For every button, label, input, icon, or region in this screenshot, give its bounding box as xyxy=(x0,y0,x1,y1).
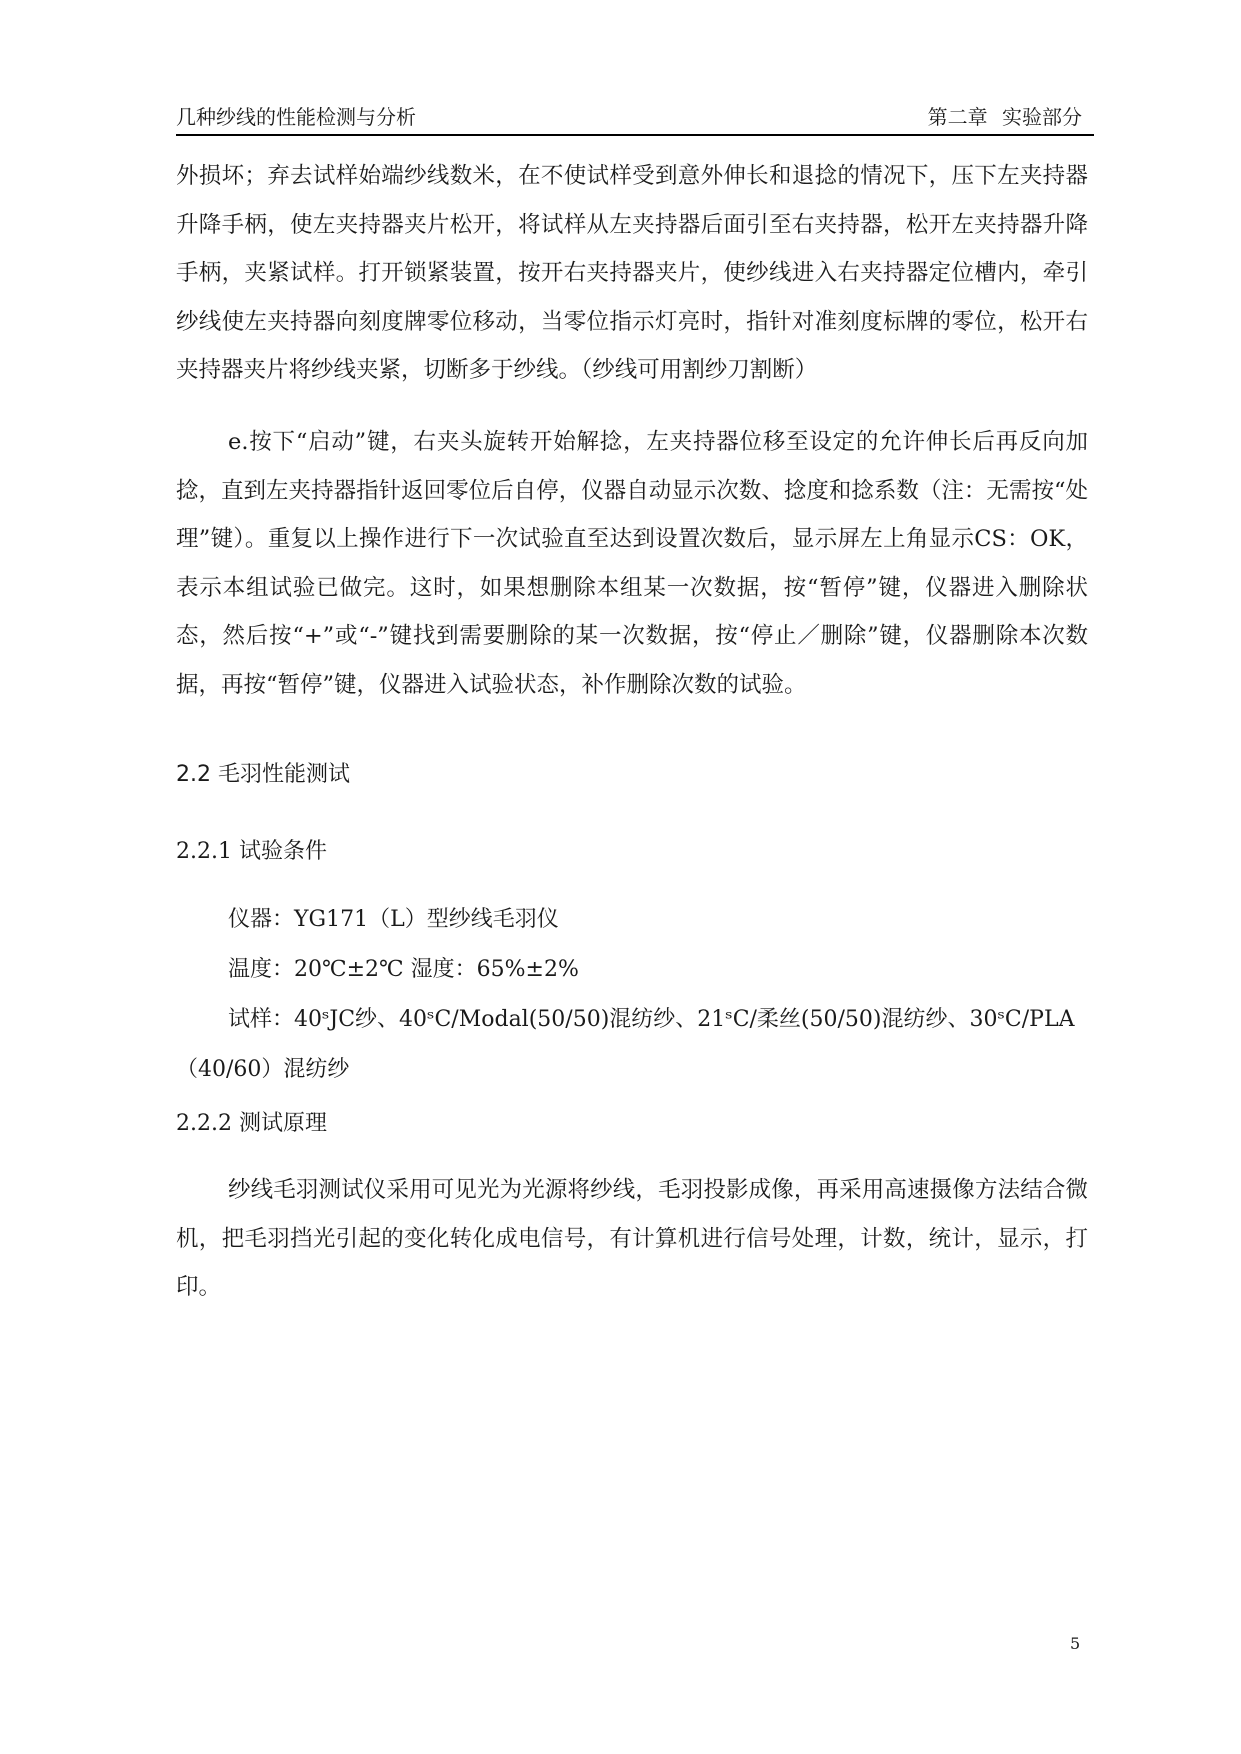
running-header xyxy=(176,104,1094,136)
paragraph-start-test: e.按下“启动”键，右夹头旋转开始解捻，左夹持器位移至设定的允许伸长后再反向加捻，直到左夹持器指针返回零位后自停，仪器自动显示次数、捻度和捻系数（注：无需按“处理”键）。重复以上操作进行下一次试验直至达到设置次数后，显示屏左上角显示CS：OK，表示本组试验已做完。这时，如果想删除本组某一次数据，按“暂停”键，仪器进入删除状态，然后按“+”或“-”键找到需要删除的某一次数据，按“停止／删除”键，仪器删除本次数据，再按“暂停”键，仪器进入试验状态，补作删除次数的试验。 xyxy=(176,429,1088,698)
subsection-heading-2-2-2: 2.2.2 测试原理 xyxy=(176,1111,327,1136)
section-heading-2-2: 2.2 毛羽性能测试 xyxy=(176,762,350,787)
paragraph-clamp-procedure: 外损坏；弃去试样始端纱线数米，在不使试样受到意外伸长和退捻的情况下，压下左夹持器升降手柄，使左夹持器夹片松开，将试样从左夹持器后面引至右夹持器，松开左夹持器升降手柄，夹紧试样。打开锁紧装置，按开右夹持器夹片，使纱线进入右夹持器定位槽内，牵引纱线使左夹持器向刻度牌零位移动，当零位指示灯亮时，指针对准刻度标牌的零位，松开右夹持器夹片将纱线夹紧，切断多于纱线。（纱线可用割纱刀割断） xyxy=(176,163,1088,383)
test-conditions-block xyxy=(176,895,1088,1095)
paragraph-test-principle: 纱线毛羽测试仪采用可见光为光源将纱线，毛羽投影成像，再采用高速摄像方法结合微机，把毛羽挡光引起的变化转化成电信号，有计算机进行信号处理，计数，统计，显示，打印。 xyxy=(176,1177,1088,1300)
temperature-humidity-line: 温度：20℃±2℃ 湿度：65%±2% xyxy=(228,957,579,982)
samples-line-continued: （40/60）混纺纱 xyxy=(176,1057,350,1082)
samples-line: 试样：40ˢJC纱、40ˢC/Modal(50/50)混纺纱、21ˢC/柔丝(50/50)混纺纱、30ˢC/PLA xyxy=(228,1007,1075,1032)
header-chapter-title: 第二章 实验部分 xyxy=(927,105,1082,129)
instrument-line: 仪器：YG171（L）型纱线毛羽仪 xyxy=(228,907,559,932)
subsection-heading-2-2-1: 2.2.1 试验条件 xyxy=(176,839,327,864)
header-thesis-title: 几种纱线的性能检测与分析 xyxy=(176,105,416,129)
page-number: 5 xyxy=(1070,1634,1081,1653)
